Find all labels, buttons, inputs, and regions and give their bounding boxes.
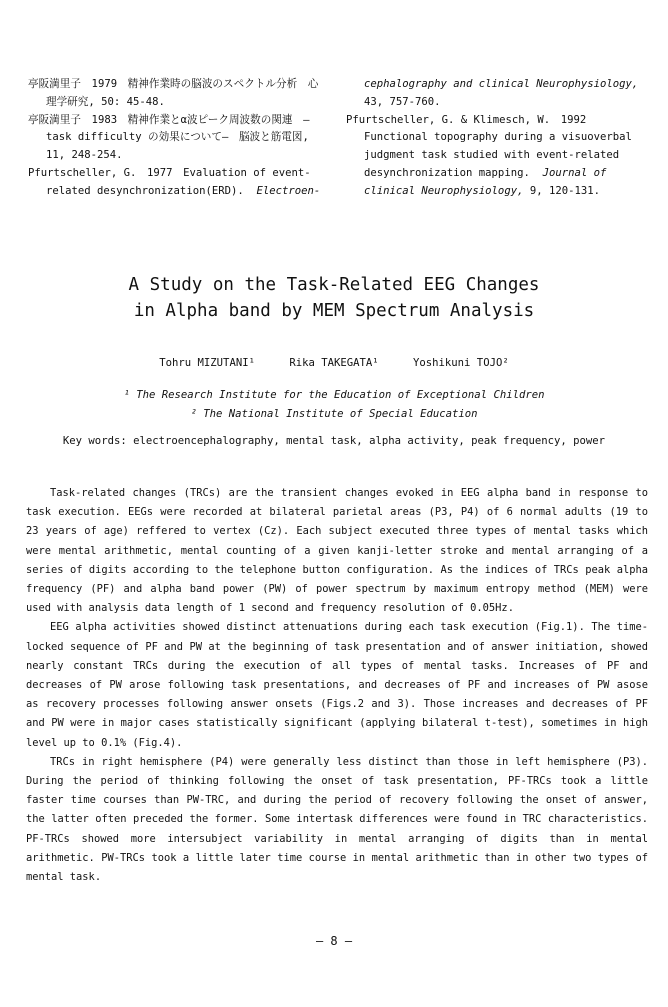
author-name: Tohru MIZUTANI¹ (159, 357, 255, 369)
affiliation-1: ¹ The Research Institute for the Education of Exceptional Children (123, 389, 545, 401)
reference-list (24, 76, 654, 216)
reference-item (346, 112, 656, 201)
reference-journal: Journal of clinical Neurophysiology, (364, 166, 607, 197)
title-line-2: in Alpha band by MEM Spectrum Analysis (133, 301, 535, 321)
author-name: Yoshikuni TOJO² (413, 357, 509, 369)
reference-continuation (346, 76, 656, 112)
abstract-paragraph-1: Task-related changes (TRCs) are the transient changes evoked in EEG alpha band in response to task execution. EEGs were recorded at bilateral parietal areas (P3, P4) of 6 normal adults (19 to 23 years of age) reffered to vertex (Cz). Each subject executed three types of mental tasks which were mental arithmetic, mental counting of a given kanji-letter stroke and mental arranging of a series of digits according to the telephone button configuration. As the indices of TRCs peak alpha frequency (PF) and alpha band power (PW) of power spectrum by maximum entropy method (MEM) were used with analysis data length of 1 second and frequency resolution of 0.05Hz. (26, 487, 648, 615)
author-name: Rika TAKEGATA¹ (289, 357, 379, 369)
affiliation-2: ² The National Institute of Special Education (190, 408, 478, 420)
abstract (26, 484, 648, 887)
reference-journal: Electroen- (256, 184, 321, 197)
reference-text: Pfurtscheller, G. 1977 Evaluation of event-related desynchronization(ERD). (28, 166, 311, 197)
author-list (0, 357, 668, 369)
paper-title (0, 272, 668, 324)
reference-item: 亭阪満里子 1979 精神作業時の脳波のスペクトル分析 心理学研究, 50: 45-48. (28, 78, 319, 108)
reference-item: 亭阪満里子 1983 精神作業とα波ピーク周波数の関連 —task difficulty の効果について— 脳波と筋電図, 11, 248-254. (28, 113, 310, 162)
reference-column-right (346, 76, 656, 201)
reference-column-left (28, 76, 328, 201)
reference-text: Pfurtscheller, G. & Klimesch, W. 1992 Functional topography during a visuoverbal judgment task studied with event-related desynchronization mapping. (346, 113, 632, 179)
reference-pages: 43, 757-760. (364, 95, 441, 108)
reference-item (28, 165, 328, 201)
title-line-1: A Study on the Task-Related EEG Changes (128, 275, 540, 295)
abstract-paragraph-3: TRCs in right hemisphere (P4) were generally less distinct than those in left hemisphere (P3). During the period of thinking following the onset of task presentation, PF-TRCs took a little faster time courses than PW-TRC, and during the period of recovery following the onset of answer, the latter often preceded the former. Some intertask differences were found in TRC characteristics. PF-TRCs showed more intersubject variability in mental arranging of digits than in mental arithmetic. PW-TRCs took a little later time course in mental arithmetic than in other two types of mental task. (26, 755, 648, 884)
reference-journal: cephalography and clinical Neurophysiology, (364, 78, 639, 90)
abstract-paragraph-2: EEG alpha activities showed distinct attenuations during each task execution (Fig.1). The time-locked sequence of PF and PW at the beginning of task presentation and of answer initiation, showed nearly constant TRCs during the execution of all types of mental tasks. Increases of PF and decreases of PW arose following task presentations, and decreases of PF and increases of PW asose as recovery processes following answer onsets (Figs.2 and 3). Those increases and decreases of PF and PW were in major cases statistically significant (applying bilateral t-test), sometimes in high level up to 0.1% (Fig.4). (26, 621, 648, 749)
affiliations (0, 386, 668, 424)
reference-pages: 9, 120-131. (529, 184, 601, 197)
keywords: Key words: electroencephalography, mental task, alpha activity, peak frequency, power (62, 435, 606, 447)
page-number: — 8 — (315, 934, 353, 948)
